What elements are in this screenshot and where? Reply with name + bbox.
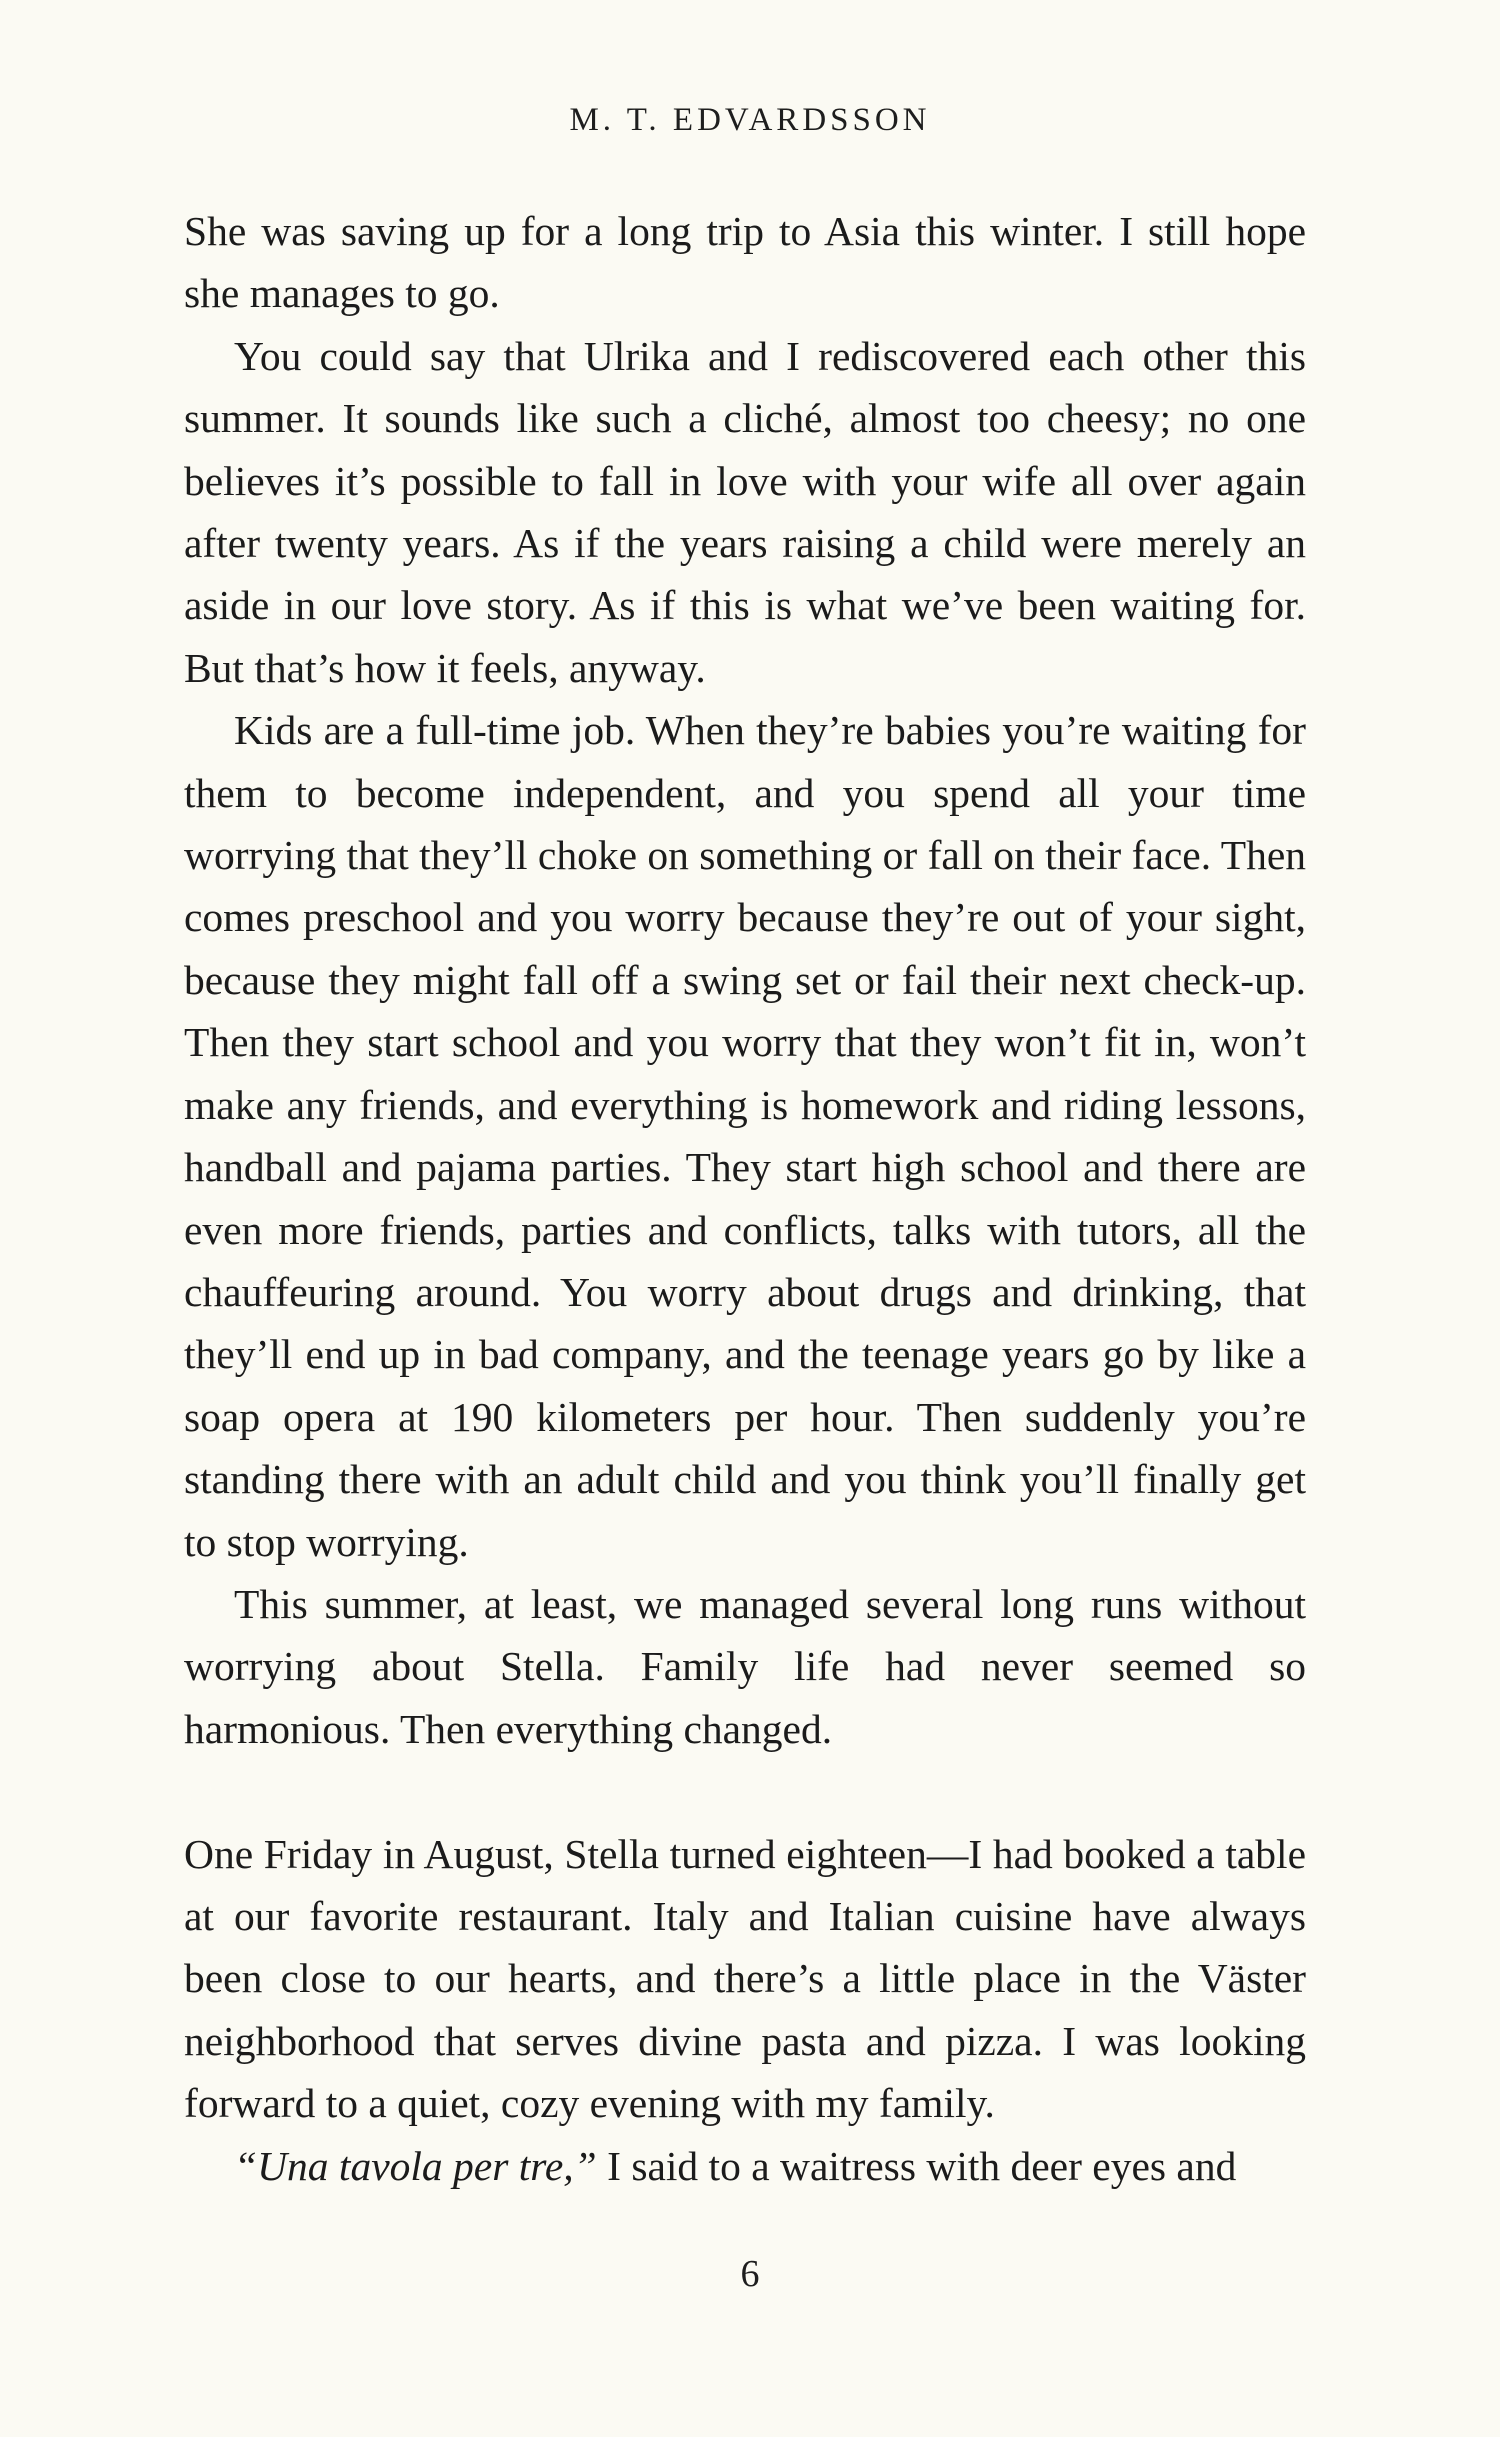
paragraph-4: This summer, at least, we managed several long runs without worrying about Stella. Family life had never seemed so harmonious. Then everything changed. bbox=[184, 1580, 1306, 1752]
paragraph-6-text: I said to a waitress with deer eyes and bbox=[596, 2142, 1237, 2189]
paragraph-6 bbox=[184, 2135, 1306, 2197]
italian-quote: “Una tavola per tre,” bbox=[234, 2142, 597, 2189]
paragraph-5: One Friday in August, Stella turned eighteen—I had booked a table at our favorite restaurant. Italy and Italian cuisine have always been close to our hearts, and there’s a little place in the Väster neighborhood that serves divine pasta and pizza. I was looking forward to a quiet, cozy evening with my family. bbox=[184, 1830, 1306, 2127]
paragraph-3: Kids are a full-time job. When they’re babies you’re waiting for them to become independent, and you spend all your time worrying that they’ll choke on something or fall on their face. Then comes preschool and you worry because they’re out of your sight, because they might fall off a swing set or fail their next check-up. Then they start school and you worry that they won’t fit in, won’t make any friends, and everything is homework and riding lessons, handball and pajama parties. They start high school and there are even more friends, parties and conflicts, talks with tutors, all the chauffeuring around. You worry about drugs and drinking, that they’ll end up in bad company, and the teenage years go by like a soap opera at 190 kilometers per hour. Then suddenly you’re standing there with an adult child and you think you’ll finally get to stop worrying. bbox=[184, 707, 1306, 1565]
running-head-author: M. T. EDVARDSSON bbox=[569, 102, 931, 138]
paragraph-2: You could say that Ulrika and I rediscovered each other this summer. It sounds like such a cliché, almost too cheesy; no one believes it’s possible to fall in love with your wife all over again after twenty years. As if the years raising a child were merely an aside in our love story. As if this is what we’ve been waiting for. But that’s how it feels, anyway. bbox=[184, 332, 1306, 691]
page-number: 6 bbox=[740, 2253, 760, 2295]
page-body bbox=[184, 200, 1306, 2197]
paragraph-1: She was saving up for a long trip to Asia this winter. I still hope she manages to go. bbox=[184, 208, 1306, 317]
